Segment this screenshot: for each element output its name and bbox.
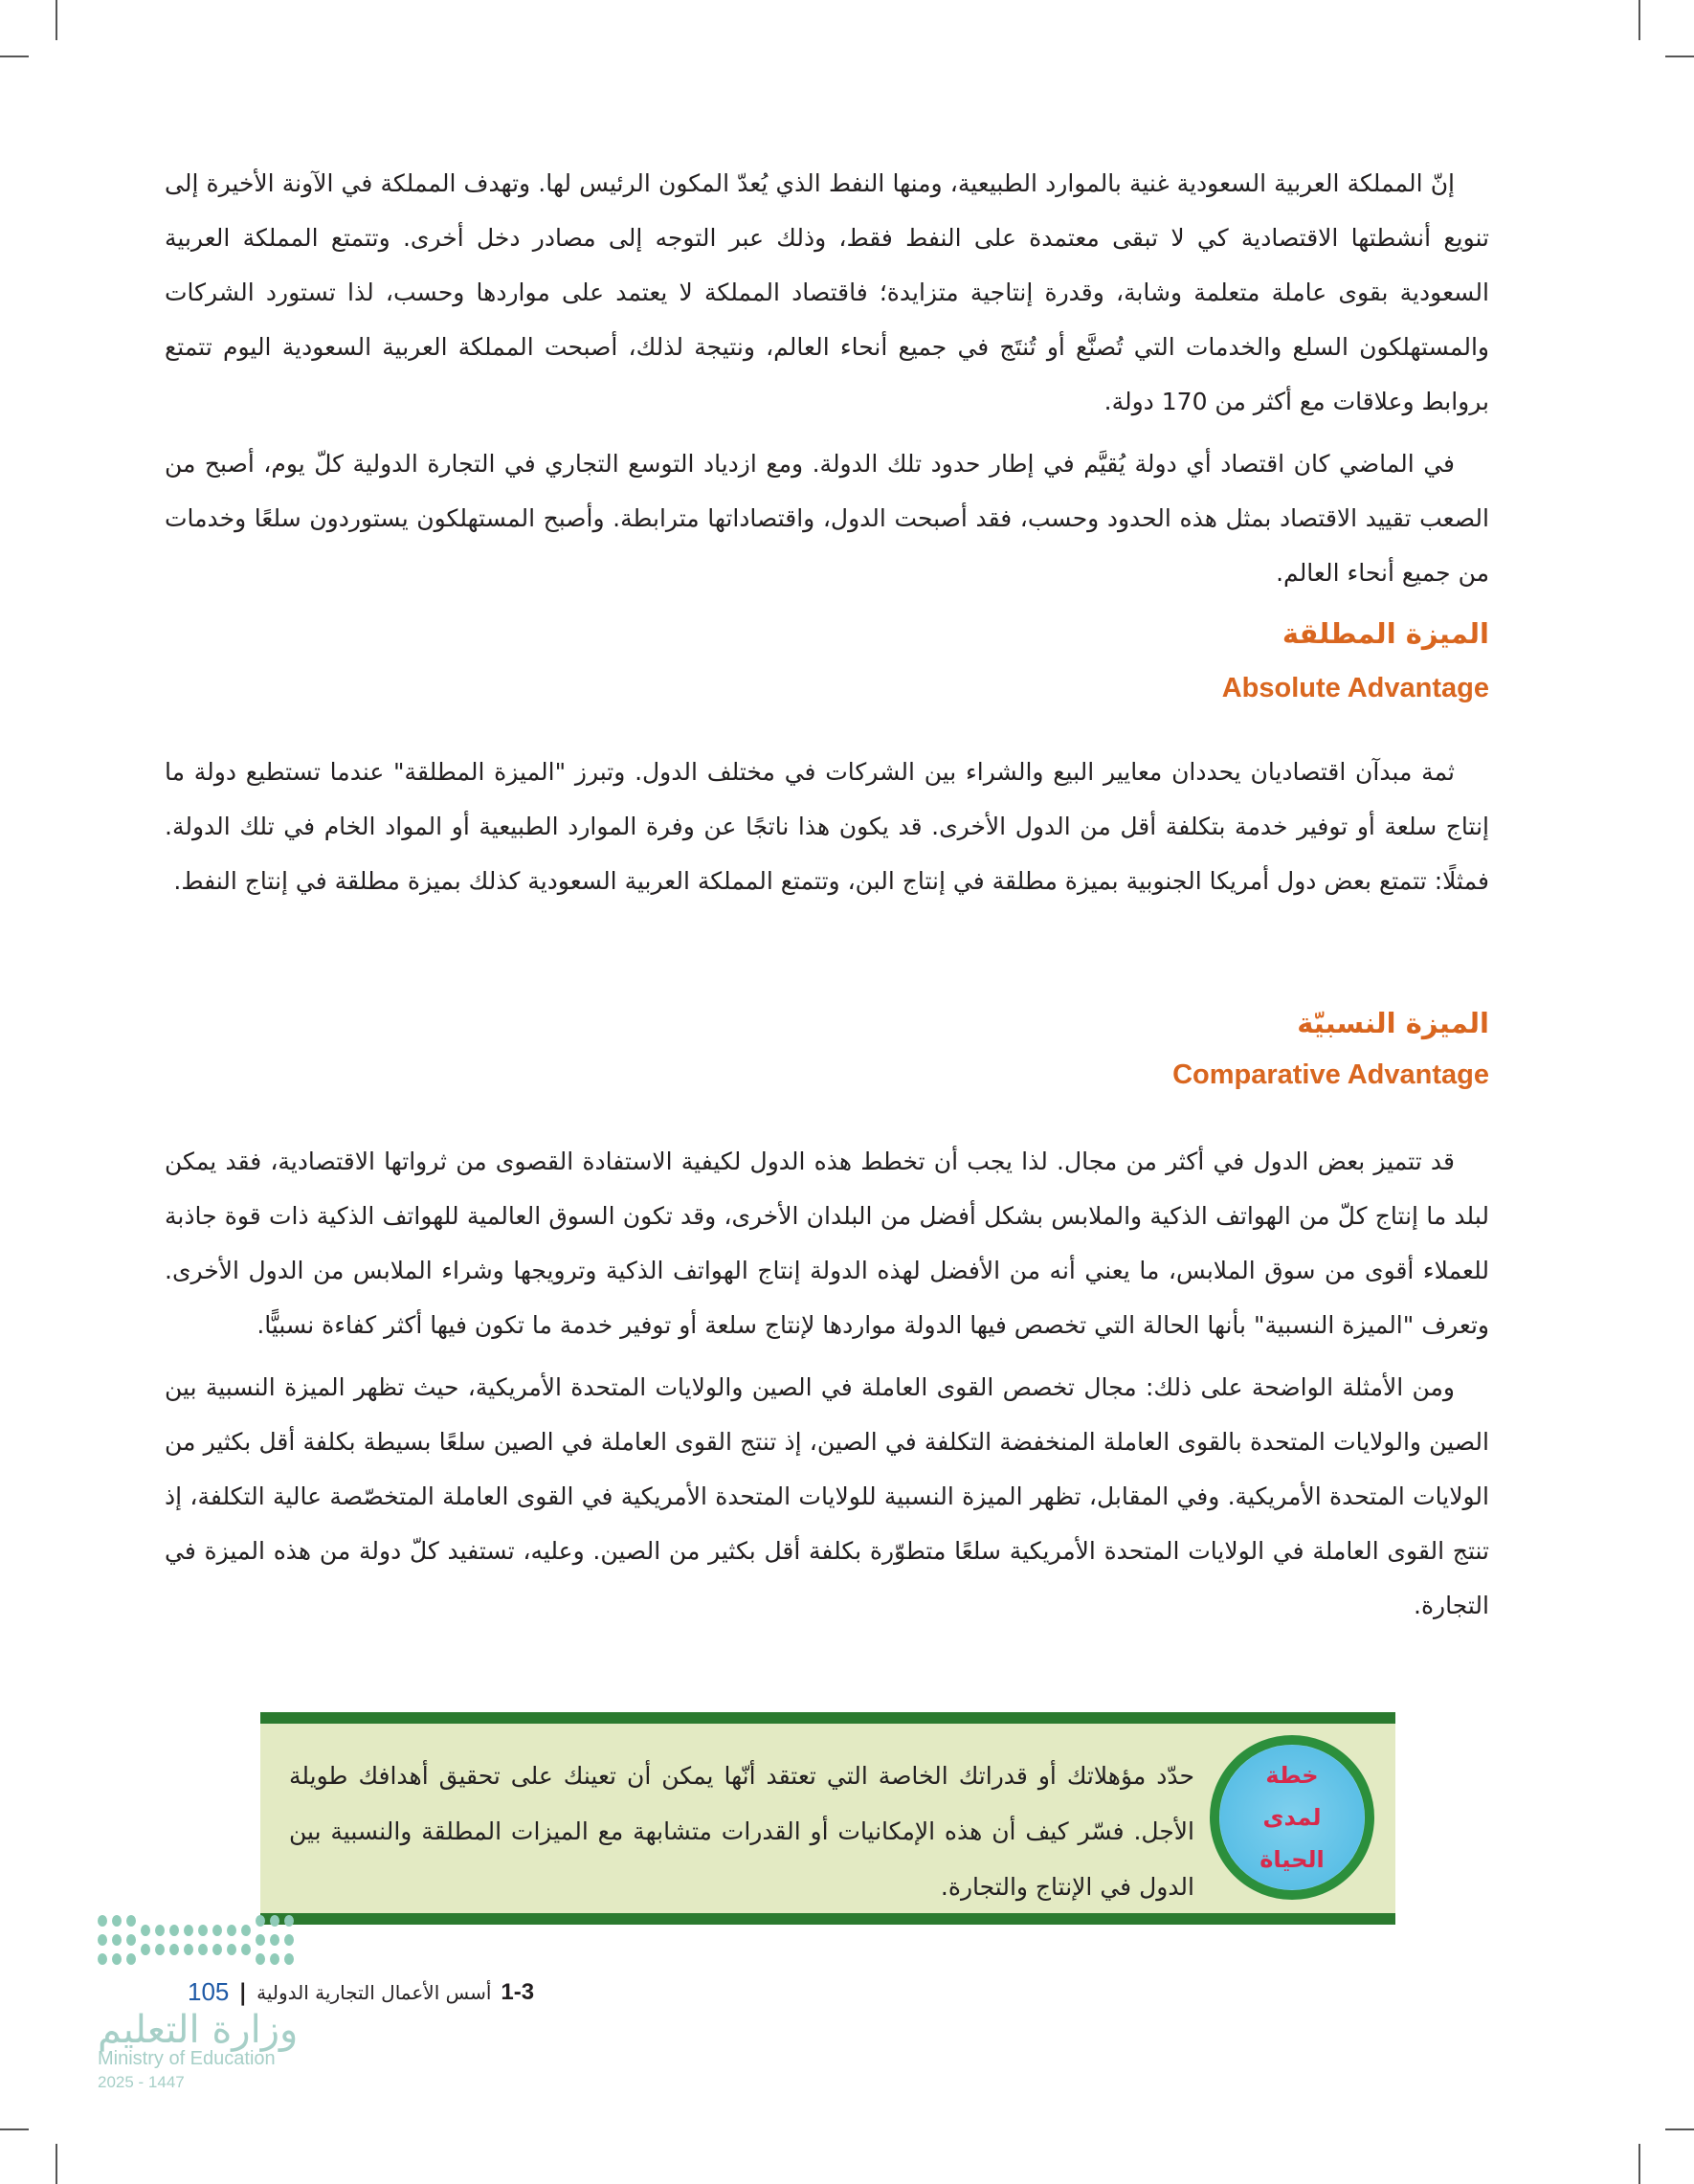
crop-mark bbox=[1638, 2144, 1640, 2184]
ministry-name-ar: وزارة التعليم bbox=[98, 2008, 299, 2052]
logo-dot bbox=[227, 1925, 236, 1936]
logo-dot bbox=[155, 1944, 165, 1955]
badge-label: خطة لمدى الحياة bbox=[1259, 1762, 1325, 1873]
logo-dot bbox=[98, 1915, 107, 1927]
logo-dot bbox=[112, 1953, 122, 1965]
logo-dot bbox=[112, 1915, 122, 1927]
edition-year: 2025 - 1447 bbox=[98, 2073, 185, 2091]
logo-dot bbox=[198, 1925, 208, 1936]
crop-mark bbox=[1665, 2128, 1694, 2130]
comparative-heading-en: Comparative Advantage bbox=[1172, 1059, 1489, 1090]
logo-dot bbox=[256, 1934, 265, 1946]
logo-dot bbox=[284, 1953, 294, 1965]
logo-dot bbox=[126, 1934, 136, 1946]
crop-mark bbox=[1638, 0, 1640, 40]
intro-paragraph: في الماضي كان اقتصاد أي دولة يُقيَّم في إطار حدود تلك الدولة. ومع ازدياد التوسع التجاري في التجارة الدولية كلّ يوم، أصبح من الصعب تقييد الاقتصاد بمثل هذه الحدود وحسب، فقد أصبحت الدول، واقتصاداتها مترابطة. وأصبح المستهلكون يستوردون سلعًا وخدمات من جميع أنحاء العالم. bbox=[165, 450, 1489, 587]
logo-dot bbox=[256, 1915, 265, 1927]
logo-dot bbox=[270, 1953, 279, 1965]
activity-text: حدّد مؤهلاتك أو قدراتك الخاصة التي تعتقد أنّها يمكن أن تعينك على تحقيق أهدافك طويلة الأجل. فسّر كيف أن هذه الإمكانيات أو القدرات متشابهة مع الميزات المطلقة والنسبية بين الدول في الإنتاج والتجارة. bbox=[289, 1762, 1194, 1901]
logo-dot bbox=[212, 1944, 222, 1955]
chapter-number: 1-3 bbox=[501, 1978, 535, 2005]
logo-dot bbox=[126, 1915, 136, 1927]
crop-mark bbox=[0, 56, 29, 57]
logo-dot bbox=[241, 1925, 251, 1936]
logo-dot bbox=[169, 1925, 179, 1936]
logo-dot bbox=[184, 1925, 193, 1936]
logo-dot bbox=[241, 1944, 251, 1955]
activity-box bbox=[260, 1712, 1395, 1925]
absolute-paragraph: ثمة مبدآن اقتصاديان يحددان معايير البيع والشراء بين الشركات في مختلف الدول. وتبرز "الميزة المطلقة" عندما تستطيع دولة ما إنتاج سلعة أو توفير خدمة بتكلفة أقل من الدول الأخرى. قد يكون هذا ناتجًا عن وفرة الموارد الطبيعية أو المواد الخام في تلك الدولة. فمثلًا: تتمتع بعض دول أمريكا الجنوبية بميزة مطلقة في إنتاج البن، وتتمتع المملكة العربية السعودية كذلك بميزة مطلقة في إنتاج النفط. bbox=[165, 758, 1489, 895]
intro-section bbox=[165, 156, 1489, 600]
logo-dot bbox=[126, 1953, 136, 1965]
logo-dot bbox=[141, 1944, 150, 1955]
logo-dot bbox=[284, 1915, 294, 1927]
logo-dot bbox=[169, 1944, 179, 1955]
logo-dot bbox=[227, 1944, 236, 1955]
logo-dot bbox=[98, 1953, 107, 1965]
comparative-heading-ar: الميزة النسبيّة bbox=[1297, 1007, 1489, 1039]
crop-mark bbox=[56, 2144, 57, 2184]
comparative-paragraph: قد تتميز بعض الدول في أكثر من مجال. لذا يجب أن تخطط هذه الدول لكيفية الاستفادة القصوى من ثرواتها الاقتصادية، فقد يمكن لبلد ما إنتاج كلّ من الهواتف الذكية والملابس بشكل أفضل من البلدان الأخرى، وقد تكون السوق العالمية للهواتف الذكية ذات قوة جاذبة للعملاء أقوى من سوق الملابس، ما يعني أنه من الأفضل لهذه الدولة إنتاج الهواتف الذكية وترويجها وشراء الملابس من الدول الأخرى. وتعرف "الميزة النسبية" بأنها الحالة التي تخصص فيها الدولة مواردها لإنتاج سلعة أو توفير خدمة ما تكون فيها أكثر كفاءة نسبيًّا. bbox=[165, 1148, 1489, 1339]
ministry-logo-dots-icon bbox=[98, 1915, 304, 1972]
page-footer bbox=[188, 1977, 534, 2007]
logo-dot bbox=[184, 1944, 193, 1955]
absolute-heading-en: Absolute Advantage bbox=[1221, 673, 1489, 703]
logo-dot bbox=[198, 1944, 208, 1955]
logo-dot bbox=[270, 1915, 279, 1927]
lifelong-plan-badge-icon bbox=[1210, 1735, 1374, 1900]
crop-mark bbox=[56, 0, 57, 40]
page-number: 105 bbox=[188, 1977, 230, 2006]
crop-mark bbox=[1665, 56, 1694, 57]
crop-mark bbox=[0, 2128, 29, 2130]
logo-dot bbox=[270, 1934, 279, 1946]
logo-dot bbox=[155, 1925, 165, 1936]
logo-dot bbox=[256, 1953, 265, 1965]
intro-paragraph: إنّ المملكة العربية السعودية غنية بالموارد الطبيعية، ومنها النفط الذي يُعدّ المكون الرئيس لها. وتهدف المملكة في الآونة الأخيرة إلى تنويع أنشطتها الاقتصادية كي لا تبقى معتمدة على النفط فقط، وذلك عبر التوجه إلى مصادر دخل أخرى. وتتمتع المملكة العربية السعودية بقوى عاملة متعلمة وشابة، وقدرة إنتاجية متزايدة؛ فاقتصاد المملكة لا يعتمد على مواردها وحسب، لذا تستورد الشركات والمستهلكون السلع والخدمات التي تُصنَّع أو تُنتَج في جميع أنحاء العالم، ونتيجة لذلك، أصبحت المملكة العربية السعودية اليوم تتمتع بروابط وعلاقات مع أكثر من 170 دولة. bbox=[165, 169, 1489, 415]
absolute-heading-ar: الميزة المطلقة bbox=[1282, 617, 1489, 650]
logo-dot bbox=[141, 1925, 150, 1936]
ministry-name-en: Ministry of Education bbox=[98, 2048, 276, 2069]
comparative-paragraph: ومن الأمثلة الواضحة على ذلك: مجال تخصص القوى العاملة في الصين والولايات المتحدة الأمريكية، حيث تظهر الميزة النسبية بين الصين والولايات المتحدة بالقوى العاملة المنخفضة التكلفة في الصين، إذ تنتج القوى العاملة في الصين سلعًا بسيطة بكلفة أقل بكثير من الولايات المتحدة الأمريكية. وفي المقابل، تظهر الميزة النسبية للولايات المتحدة الأمريكية في القوى العاملة المتخصّصة عالية التكلفة، إذ تنتج القوى العاملة في الولايات المتحدة الأمريكية سلعًا متطوّرة بكلفة أقل بكثير من الصين. وعليه، تستفيد كلّ دولة من هذه الميزة في التجارة. bbox=[165, 1373, 1489, 1619]
logo-dot bbox=[112, 1934, 122, 1946]
logo-dot bbox=[212, 1925, 222, 1936]
footer-divider: | bbox=[238, 1978, 248, 2006]
logo-dot bbox=[284, 1934, 294, 1946]
logo-dot bbox=[98, 1934, 107, 1946]
chapter-title: أسس الأعمال التجارية الدولية bbox=[256, 1980, 492, 2004]
